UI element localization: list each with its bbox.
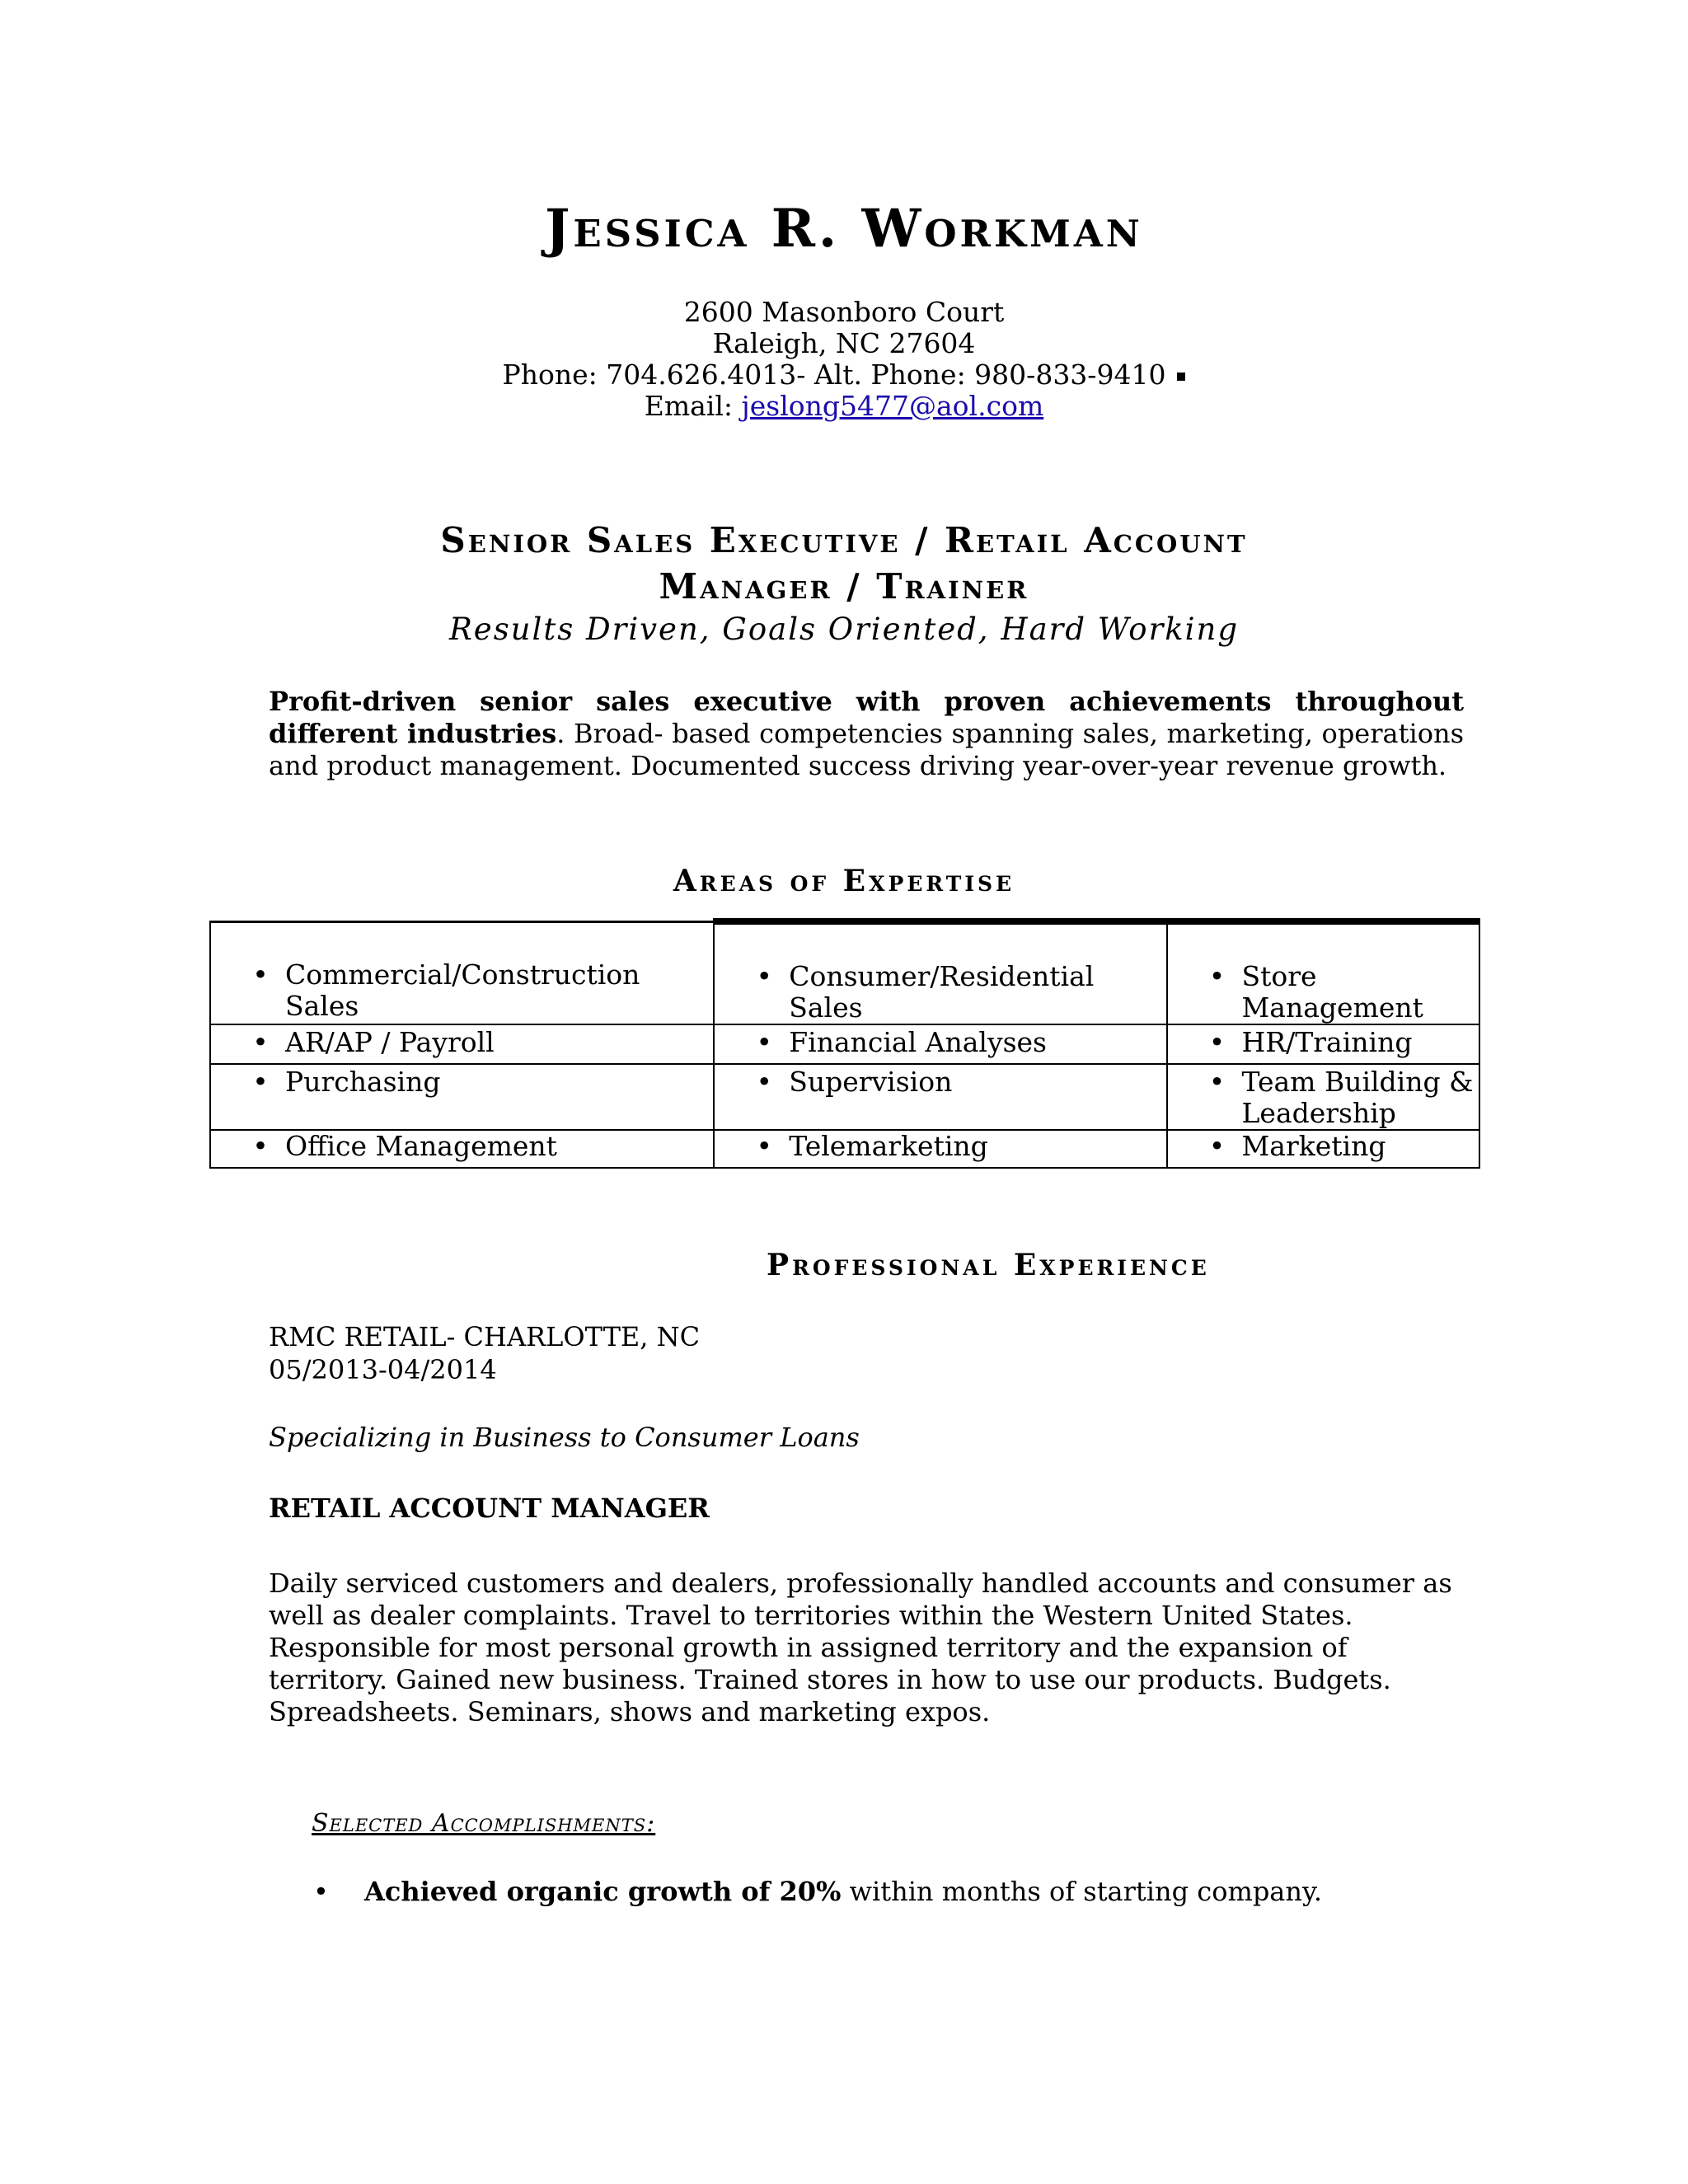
company-name: RMC RETAIL- CHARLOTTE, NC <box>269 1321 701 1352</box>
expertise-cell <box>714 1064 1166 1130</box>
email-line <box>0 391 1688 422</box>
address-line-2: Raleigh, NC 27604 <box>712 327 976 359</box>
candidate-name: Jessica R. Workman <box>545 198 1143 260</box>
expertise-item: Financial Analyses <box>789 1026 1047 1058</box>
expertise-row <box>210 1024 1479 1064</box>
job-description: Daily serviced customers and dealers, professionally handled accounts and consumer as well as dealer complaints. Travel to territories within the Western United States. Responsible for most personal growth in assigned territory and the expansion of territory. Gained new business. Trained stores in how to use our products. Budgets. Spreadsheets. Seminars, shows and marketing expos. <box>269 1568 1452 1727</box>
bullet-icon: • <box>252 1026 269 1058</box>
accomplishments-title: Selected Accomplishments: <box>312 1809 656 1838</box>
summary-bold: Profit-driven senior sales executive with proven achievements throughout different industries <box>269 686 1464 749</box>
expertise-cell <box>714 921 1166 1024</box>
phone-text: Phone: 704.626.4013- Alt. Phone: 980-833-9410 <box>502 359 1166 391</box>
headline-line-2: Manager / Trainer <box>659 566 1029 607</box>
bullet-icon: • <box>756 960 772 992</box>
expertise-item: Consumer/Residential Sales <box>789 960 1095 1024</box>
expertise-item: Office Management <box>285 1130 557 1162</box>
contact-block <box>0 297 1688 422</box>
experience-section-title: Professional Experience <box>767 1248 1210 1282</box>
expertise-table <box>209 918 1480 1169</box>
bullet-icon: • <box>1208 960 1226 992</box>
expertise-item: Marketing <box>1241 1130 1386 1162</box>
expertise-item: Supervision <box>789 1066 953 1098</box>
expertise-cell <box>714 1130 1166 1168</box>
professional-summary <box>269 686 1464 782</box>
tagline: Results Driven, Goals Oriented, Hard Working <box>448 612 1240 647</box>
expertise-item: Telemarketing <box>789 1130 988 1162</box>
email-label: Email: <box>644 390 734 422</box>
expertise-item: Team Building & Leadership <box>1241 1066 1474 1129</box>
phone-line <box>0 359 1688 391</box>
bullet-icon: • <box>252 1130 269 1162</box>
square-bullet-icon <box>1177 373 1185 381</box>
headline-title <box>0 518 1688 610</box>
expertise-cell <box>714 1024 1166 1064</box>
expertise-cell <box>1167 1064 1479 1130</box>
bullet-icon: • <box>756 1130 772 1162</box>
address-line-1: 2600 Masonboro Court <box>683 296 1005 328</box>
expertise-item: Purchasing <box>285 1066 441 1098</box>
job-title: RETAIL ACCOUNT MANAGER <box>269 1493 710 1524</box>
bullet-icon: • <box>1208 1026 1226 1058</box>
bullet-icon: • <box>1208 1130 1226 1162</box>
headline-line-1: Senior Sales Executive / Retail Account <box>440 520 1248 560</box>
expertise-cell <box>1167 921 1479 1024</box>
expertise-row <box>210 921 1479 1024</box>
accomplishment-bold: Achieved organic growth of 20% <box>364 1876 842 1907</box>
expertise-cell <box>210 1024 714 1064</box>
expertise-cell <box>210 1130 714 1168</box>
expertise-item: HR/Training <box>1241 1026 1413 1058</box>
expertise-item: Store Management <box>1241 960 1423 1024</box>
expertise-row <box>210 1130 1479 1168</box>
expertise-cell <box>1167 1130 1479 1168</box>
bullet-icon: • <box>252 1066 269 1098</box>
bullet-icon: • <box>756 1066 772 1098</box>
company-specialty: Specializing in Business to Consumer Loans <box>269 1422 860 1453</box>
email-link[interactable]: jeslong5477@aol.com <box>741 390 1044 422</box>
expertise-cell <box>210 1064 714 1130</box>
expertise-cell <box>210 921 714 1024</box>
employment-dates: 05/2013-04/2014 <box>269 1354 497 1385</box>
accomplishment-item <box>313 1876 1322 1907</box>
expertise-item: Commercial/Construction Sales <box>285 958 640 1022</box>
bullet-icon: • <box>1208 1066 1226 1098</box>
bullet-icon: • <box>252 958 269 991</box>
expertise-cell <box>1167 1024 1479 1064</box>
expertise-row <box>210 1064 1479 1130</box>
summary-rest: . Broad- based competencies spanning sales, marketing, operations and product management. Documented success driving year-over-year revenue growth. <box>269 718 1465 781</box>
accomplishment-rest: within months of starting company. <box>841 1876 1322 1907</box>
bullet-icon: • <box>756 1026 772 1058</box>
expertise-item: AR/AP / Payroll <box>285 1026 495 1058</box>
expertise-section-title: Areas of Expertise <box>673 864 1015 898</box>
bullet-icon: • <box>313 1876 329 1907</box>
